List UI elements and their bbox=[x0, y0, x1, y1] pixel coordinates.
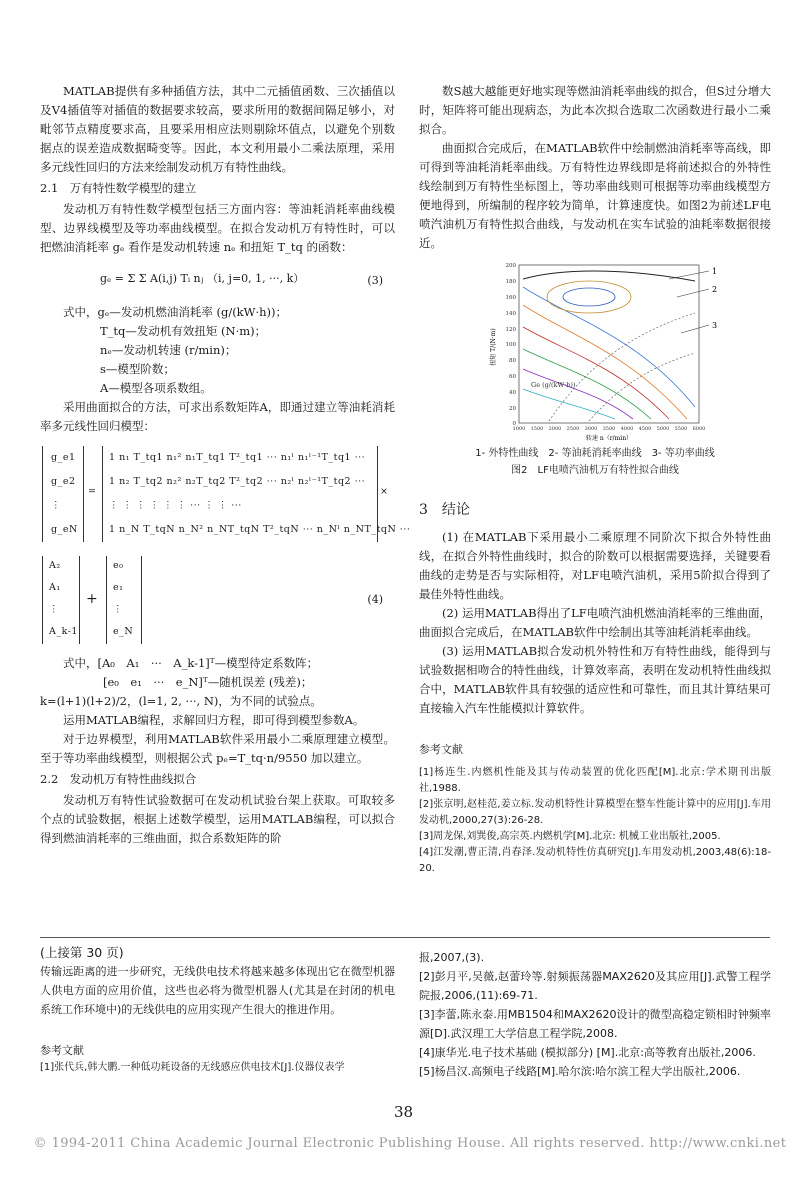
reference-item: [3]周龙保,刘巽俊,高宗英.内燃机学[M].北京: 机械工业出版社,2005. bbox=[419, 831, 721, 842]
x-tick: 3500 bbox=[602, 426, 616, 432]
page-number: 38 bbox=[393, 1103, 414, 1121]
x-tick: 5500 bbox=[674, 426, 688, 432]
right-paragraph-1: 数S越大越能更好地实现等燃油消耗率曲线的拟合，但S过分增大时，矩阵将可能出现病态，为此本次拟合选取二次函数进行最小二乘拟合。 bbox=[419, 84, 771, 136]
section-2-1-paragraph-1: 发动机万有特性数学模型包括三方面内容：等油耗消耗率曲线模型、边界线模型及等功率曲线模型。在拟合发动机万有特性时，可以把燃油消耗率 gₑ 看作是发动机转速 nₑ 和扭矩 T_tq 的函数： bbox=[40, 202, 395, 254]
x-tick-labels bbox=[513, 426, 706, 432]
y-axis-label: 扭矩 T/(N·m) bbox=[490, 328, 497, 366]
equation-3-text: gₑ = Σ Σ A(i,j) Tᵢ nⱼ （i, j=0, 1, ···, k） bbox=[100, 272, 305, 285]
reference-item: [1]杨连生.内燃机性能及其与传动装置的优化匹配[M].北京:学术期刊出版社,1988. bbox=[419, 767, 771, 794]
conclusion-item: (1) 在MATLAB下采用最小二乘原理不同阶次下拟合外特性曲线，在拟合外特性曲线时，拟合的阶数可以根据需要选择，关键要看曲线的走势是否与实际相符，对LF电喷汽油机，采用5阶拟合得到了最佳外特性曲线。 bbox=[419, 530, 771, 601]
universal-characteristic-plot bbox=[419, 257, 771, 443]
g-vector bbox=[42, 446, 84, 542]
definition-4-a: 式中，[A₀ A₁ ··· A_k-1]ᵀ—模型待定系数阵； bbox=[63, 656, 319, 670]
a-vector-entry: A_k-1 bbox=[49, 626, 78, 637]
continued-from-note: (上接第 30 页) bbox=[40, 945, 124, 960]
a-vector bbox=[42, 556, 80, 644]
design-matrix bbox=[102, 446, 411, 542]
x-tick: 6000 bbox=[692, 426, 706, 432]
continued-text: 传输远距离的进一步研究，无线供电技术将越来越多体现出它在微型机器人供电方面的应用价值，这些也必将为微型机器人(尤其是在封闭的机电系统工作环境中)的无线供电的应用实现产生很大的推进作用。 bbox=[40, 965, 395, 1016]
coefficient-vectors: A₂ A₁ ⋮ A_k-1 + e₀ e₁ ⋮ e_N (4) bbox=[40, 554, 395, 650]
a-vector-entry: A₂ bbox=[49, 560, 61, 571]
reference-item: [4]江发潮,曹正清,肖春泽.发动机特性仿真研究[J].车用发动机,2003,48(6):18-20. bbox=[419, 847, 771, 874]
y-tick: 120 bbox=[505, 327, 516, 333]
y-tick: 100 bbox=[505, 342, 516, 348]
section-2-1-paragraph-3: 运用MATLAB编程，求解回归方程，即可得到模型参数A。 bbox=[63, 713, 365, 727]
y-tick: 60 bbox=[509, 374, 516, 380]
definition-4-c: k=(l+1)(l+2)/2，(l=1, 2, ···, N)，为不同的试验点。 bbox=[40, 694, 322, 708]
y-tick: 20 bbox=[509, 406, 516, 412]
matrix-row: 1 n_N T_tqN n_N² n_NT_tqN T²_tqN ··· n_Nˡ n_NT_tqN ··· bbox=[109, 524, 411, 535]
y-tick: 140 bbox=[505, 311, 516, 317]
section-2-1-paragraph-4: 对于边界模型，利用MATLAB软件采用最小二乘原理建立模型。至于等功率曲线模型，则根据公式 pₑ=T_tq·n/9550 加以建立。 bbox=[40, 732, 395, 765]
a-vector-entry: ⋮ bbox=[49, 604, 59, 615]
conclusion-item: (3) 运用MATLAB拟合发动机外特性和万有特性曲线，能得到与试验数据相吻合的特性曲线，计算效率高，表明在发动机特性曲线拟合中，MATLAB软件具有较强的适应性和可靠性，而且其计算结果可直接输入汽车性能模拟计算软件。 bbox=[419, 644, 771, 715]
x-tick: 3000 bbox=[584, 426, 598, 432]
a-vector-entry: A₁ bbox=[49, 582, 61, 593]
conclusion-item: (2) 运用MATLAB得出了LF电喷汽油机燃油消耗率的三维曲面，曲面拟合完成后，在MATLAB软件中绘制出其等油耗消耗率曲线。 bbox=[419, 606, 771, 639]
figure-legend-line: 1- 外特性曲线 2- 等油耗消耗率曲线 3- 等功率曲线 bbox=[475, 448, 715, 459]
reference-item: [2]彭月平,吴薇,赵蕾玲等.射频振荡器MAX2620及其应用[J].武警工程学院报,2006,(11):69-71. bbox=[419, 970, 771, 1002]
figure-caption: 图2 LF电喷汽油机万有特性拟合曲线 bbox=[511, 465, 679, 476]
equation-4-number: (4) bbox=[367, 593, 383, 606]
x-axis-label: 转速 n（r/min） bbox=[585, 435, 633, 442]
section-2-1-title: 2.1 万有特性数学模型的建立 bbox=[40, 181, 197, 195]
x-tick: 2000 bbox=[548, 426, 562, 432]
definition-item: s—模型阶数； bbox=[100, 362, 175, 376]
continued-article-left bbox=[40, 943, 395, 1076]
e-vector-entry: e_N bbox=[113, 626, 134, 637]
definition-4-b: [e₀ e₁ ··· e_N]ᵀ—随机误差 (残差)； bbox=[103, 675, 313, 689]
e-vector-entry: e₁ bbox=[113, 582, 124, 593]
e-vector-entry: e₀ bbox=[113, 560, 124, 571]
callout-label: 2 bbox=[712, 285, 718, 294]
x-tick: 4000 bbox=[620, 426, 634, 432]
g-vector-entry: g_e1 bbox=[51, 452, 76, 463]
x-tick: 1500 bbox=[530, 426, 544, 432]
reference-item: [3]李蕾,陈永泰.用MB1504和MAX2620设计的微型高稳定锁相时钟频率源[D].武汉理工大学信息工程学院,2008. bbox=[419, 1008, 771, 1040]
g-vector-entry: ⋮ bbox=[51, 500, 61, 511]
reference-item: [4]康华光.电子技术基础 (模拟部分) [M].北京:高等教育出版社,2006. bbox=[419, 1046, 756, 1059]
g-vector-entry: g_e2 bbox=[51, 476, 76, 487]
right-paragraph-2: 曲面拟合完成后，在MATLAB软件中绘制燃油消耗率等高线，即可得到等油耗消耗率曲线。万有特性边界线即是将前述拟合的外特性线绘制到万有特性坐标图上，等功率曲线则可根据等功率曲线模型方便地得到，所编制的程序较为简单，计算速度快。如图2为前述LF电喷汽油机万有特性拟合曲线，与发动机在实车试验的油耗率数据很接近。 bbox=[419, 141, 771, 250]
intro-paragraph: MATLAB提供有多种插值方法，其中二元插值函数、三次插值以及V4插值等对插值的数据要求较高，要求所用的数据间隔足够小，对毗邻节点精度要求高，且要采用相应法则剔除坏值点，以避免个别数据点的误差造成数据畸变等。因此，本文利用最小二乘法原理，采用多元线性回归的方法来绘制发动机万有特性曲线。 bbox=[40, 84, 395, 174]
y-tick: 160 bbox=[505, 295, 516, 301]
definition-item: nₑ—发动机转速 (r/min)； bbox=[100, 343, 237, 357]
lower-references-title: 参考文献 bbox=[40, 1044, 84, 1057]
unit-note: Ge (g/(kW·h)) bbox=[531, 381, 576, 389]
section-3-title: 3 结论 bbox=[419, 502, 470, 518]
section-2-2-paragraph-1: 发动机万有特性试验数据可在发动机试验台架上获取。可取较多个点的试验数据，根据上述数学模型，运用MATLAB编程，可以拟合得到燃油消耗率的三维曲面，拟合系数矩阵的阶 bbox=[40, 793, 395, 845]
copyright-footer: © 1994-2011 China Academic Journal Electronic Publishing House. All rights reserved. http://www.cnki.net bbox=[33, 1136, 787, 1151]
references-list bbox=[419, 765, 771, 877]
g-vector-entry: g_eN bbox=[51, 524, 78, 535]
figure-2 bbox=[419, 257, 771, 443]
matrix-row: ⋮ ⋮ ⋮ ⋮ ⋮ ⋮ ··· ⋮ ⋮ ··· bbox=[109, 500, 242, 511]
callout-label: 3 bbox=[712, 321, 718, 330]
definition-lead: 式中，gₑ—发动机燃油消耗率 (g/(kW·h))； bbox=[63, 305, 288, 319]
e-vector-entry: ⋮ bbox=[113, 604, 123, 615]
left-column bbox=[40, 82, 411, 848]
reference-item: 报,2007,(3). bbox=[419, 951, 485, 964]
x-tick: 4500 bbox=[638, 426, 652, 432]
callout-label: 1 bbox=[712, 267, 718, 276]
section-2-2-title: 2.2 发动机万有特性曲线拟合 bbox=[40, 772, 197, 786]
section-divider bbox=[40, 937, 770, 938]
definition-item: T_tq—发动机有效扭矩 (N·m)； bbox=[100, 324, 267, 338]
y-tick: 200 bbox=[505, 263, 516, 269]
y-tick: 0 bbox=[512, 421, 516, 427]
y-tick: 180 bbox=[505, 279, 516, 285]
regression-matrix: g_e1 g_e2 ⋮ g_eN = 1 n₁ T_tq1 n₁² n₁T_tq1 T²_tq1 ··· n₁ˡ n₁ˡ⁻¹T_tq1 ··· 1 n₂ T_tq2 n₂² n₂T_tq2 T²_tq2 ··· n₂ˡ n₂ˡ⁻¹T_tq2 ··· ⋮ ⋮ ⋮ ⋮ ⋮ ⋮ ··· ⋮ ⋮ ··· 1 n_N T_tqN n_N² n_NT_tqN T²_tqN ··· n_Nˡ n_NT_tqN ··· × bbox=[40, 440, 395, 550]
y-tick: 80 bbox=[509, 358, 516, 364]
plot-frame bbox=[519, 265, 699, 423]
definition-item: A—模型各项系数组。 bbox=[100, 381, 212, 395]
equation-3-number: (3) bbox=[367, 274, 383, 287]
e-vector bbox=[106, 556, 142, 644]
right-column bbox=[419, 82, 771, 877]
reference-item: [5]杨昌汉.高频电子线路[M].哈尔滨:哈尔滨工程大学出版社,2006. bbox=[419, 1065, 741, 1078]
y-tick: 40 bbox=[509, 390, 516, 396]
x-tick: 5000 bbox=[656, 426, 670, 432]
matrix-row: 1 n₂ T_tq2 n₂² n₂T_tq2 T²_tq2 ··· n₂ˡ n₂ˡ⁻¹T_tq2 ··· bbox=[109, 476, 366, 487]
reference-item: [1]张代兵,韩大鹏.一种低功耗设备的无线感应供电技术[J].仪器仪表学 bbox=[40, 1062, 345, 1073]
references-title: 参考文献 bbox=[419, 743, 463, 756]
matrix-row: 1 n₁ T_tq1 n₁² n₁T_tq1 T²_tq1 ··· n₁ˡ n₁ˡ⁻¹T_tq1 ··· bbox=[109, 452, 366, 463]
x-tick: 2500 bbox=[566, 426, 580, 432]
continued-article-right bbox=[419, 948, 771, 1081]
y-tick-labels bbox=[506, 263, 517, 427]
reference-item: [2]张京明,赵桂范,姜立标.发动机特性计算模型在整车性能计算中的应用[J].车用发动机,2000,27(3):26-28. bbox=[419, 799, 771, 826]
x-tick: 1000 bbox=[512, 426, 526, 432]
section-2-1-paragraph-2: 采用曲面拟合的方法，可求出系数矩阵A，即通过建立等油耗消耗率多元线性回归模型： bbox=[40, 400, 395, 433]
equation-3 bbox=[40, 257, 395, 303]
